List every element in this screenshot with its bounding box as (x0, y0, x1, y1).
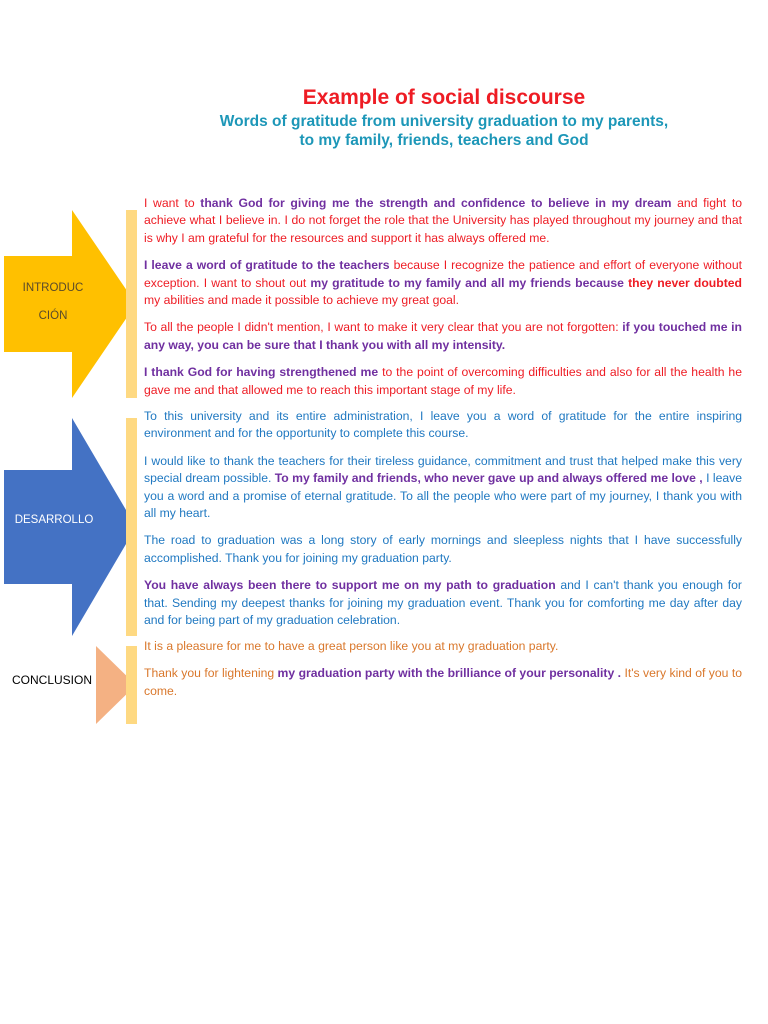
conclusion-bar (126, 646, 137, 724)
conclusion-paragraph-2 (144, 665, 742, 700)
text-run-emphasis: To my family and friends, who never gave up and always offered me love , (274, 471, 703, 486)
text-run-emphasis: my gratitude to my family and all my friends because (310, 275, 624, 290)
text-run: Thank you for lightening (144, 666, 278, 681)
desarrollo-arrow (4, 418, 136, 636)
intro-paragraph-4 (144, 364, 742, 399)
text-run-emphasis: if you touched me in any way, you can be sure that I thank you with all my intensity. (144, 320, 742, 352)
text-run-emphasis: my graduation party with the brilliance of your personality . (277, 666, 622, 681)
text-run: To all the people I didn't mention, I want to make it very clear that you are not forgotten: (144, 320, 623, 335)
text-run-emphasis: I leave a word of gratitude to the teachers (144, 258, 390, 273)
intro-arrow (4, 210, 136, 398)
text-run: to the point of overcoming difficulties and also for all the health he gave me and that allowed me to reach this important stage of my life. (144, 365, 742, 397)
intro-label (4, 274, 102, 330)
desarrollo-paragraph-2 (144, 453, 742, 523)
intro-paragraph-2 (144, 257, 742, 309)
conclusion-paragraph-1: It is a pleasure for me to have a great person like you at my graduation party. (144, 639, 559, 653)
desarrollo-label: DESARROLLO (14, 514, 94, 526)
text-run-emphasis: You have always been there to support me on my path to graduation (144, 578, 556, 593)
subtitle-line-1: Words of gratitude from university graduation to my parents, (219, 113, 669, 130)
text-run: because I recognize the patience and effort of everyone without exception. I want to shout out (144, 258, 742, 290)
conclusion-section (144, 638, 742, 710)
page-title: Example of social discourse (302, 86, 586, 109)
desarrollo-section (144, 408, 742, 639)
desarrollo-paragraph-3: The road to graduation was a long story of early mornings and sleepless nights that I have successfully accomplished. Thank you for joining my graduation party. (144, 533, 742, 565)
intro-bar (126, 210, 137, 398)
text-run: It's very kind of you to come. (144, 666, 743, 698)
intro-paragraph-3 (144, 319, 742, 354)
text-run: I leave you a word and a promise of eternal gratitude. To all the people who were part of my journey, I thank you with all my heart. (144, 471, 742, 521)
text-run: I would like to thank the teachers for their tireless guidance, commitment and trust that helped make this very special dream possible. (144, 453, 742, 486)
page-subtitle (0, 112, 768, 150)
text-run: my abilities and made it possible to achieve my great goal. (144, 293, 460, 308)
desarrollo-paragraph-4 (144, 577, 742, 629)
text-run: and fight to achieve what I believe in. I do not forget the role that the University has played throughout my journey and that is why I am grateful for the resources and support it has always offered me. (144, 196, 743, 245)
conclusion-label: CONCLUSION (12, 673, 93, 687)
text-run-emphasis: I thank God for having strengthened me (144, 365, 379, 380)
intro-paragraph-1 (144, 195, 742, 247)
subtitle-line-2: to my family, friends, teachers and God (299, 132, 589, 149)
text-run: and I can't thank you enough for that. Sending my deepest thanks for joining my graduation event. Thank you for comforting me day after day and for being part of my graduation celebration. (144, 578, 742, 628)
text-run-emphasis: thank God for giving me the strength and confidence to believe in my dream (200, 196, 672, 210)
text-run-emphasis-red: they never doubted (623, 275, 742, 290)
desarrollo-paragraph-1: To this university and its entire administration, I leave you a word of gratitude for the entire inspiring environment and for the opportunity to complete this course. (144, 409, 742, 441)
intro-section (144, 195, 742, 409)
text-run: I want to (144, 196, 201, 210)
intro-label-line-2: CIÓN (38, 310, 68, 322)
desarrollo-bar (126, 418, 137, 636)
intro-label-line-1: INTRODUC (22, 282, 84, 294)
